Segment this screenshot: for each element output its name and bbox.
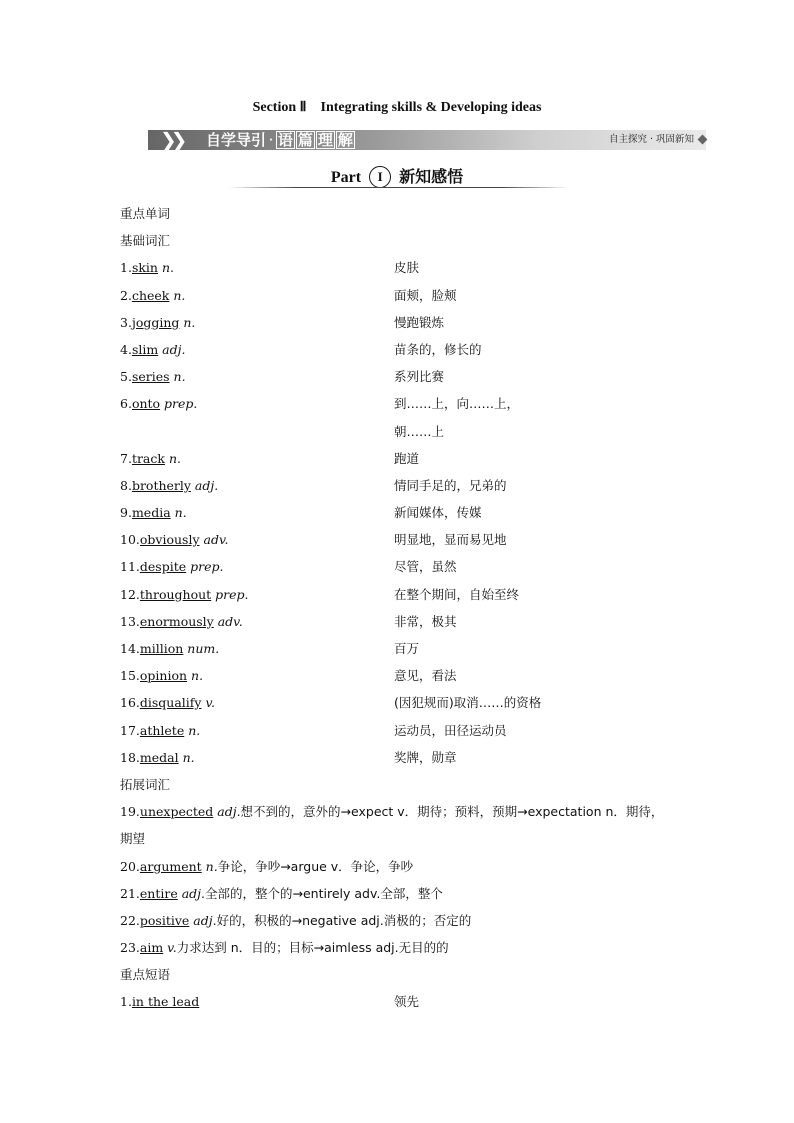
phrase-entry: [120, 988, 199, 1015]
phrase-meaning: 领先: [394, 994, 420, 1010]
vocab-meaning: 百万: [394, 641, 420, 656]
vocab-row: [120, 336, 680, 363]
vocab-number: 14.: [120, 641, 140, 656]
vocab-meaning: 苗条的，修长的: [394, 341, 482, 357]
part-of-speech: n.: [201, 858, 218, 874]
vocab-number: 2.: [120, 287, 132, 303]
extended-text: 好的，积极的→negative adj.消极的；否定的: [216, 912, 472, 928]
vocab-entry: [120, 390, 197, 417]
banner-boxed-char: 篇: [297, 131, 313, 149]
vocab-number: 19.: [120, 804, 140, 820]
vocab-row: [120, 744, 680, 771]
part-of-speech: adj.: [189, 912, 217, 928]
vocab-meaning: 非常，极其: [394, 613, 457, 629]
part-label: Part: [330, 169, 362, 186]
vocab-row: [120, 418, 680, 445]
phrase-list: [120, 988, 680, 1015]
extended-vocab-list: [120, 798, 680, 961]
vocab-word: throughout: [139, 586, 212, 602]
vocab-number: 4.: [120, 341, 132, 357]
vocab-number: 11.: [120, 559, 140, 575]
vocab-word: aim: [139, 940, 164, 956]
extended-entry: [120, 934, 449, 961]
vocab-number: 21.: [120, 885, 140, 901]
vocab-meaning: 面颊，脸颊: [394, 287, 457, 303]
part-of-speech: v.: [201, 695, 216, 711]
vocab-meaning: 跑道: [394, 450, 420, 466]
vocab-row: [120, 635, 680, 662]
vocab-number: 17.: [120, 722, 140, 738]
vocab-word: unexpected: [139, 804, 214, 820]
extended-text: 想不到的，意外的→expect v．期待；预料，预期→expectation n．期待，: [240, 804, 664, 820]
vocab-row: [120, 282, 680, 309]
vocab-row: [120, 363, 680, 390]
vocab-row: [120, 608, 680, 635]
vocab-entry: [120, 526, 229, 553]
vocab-entry: [120, 717, 200, 744]
part-of-speech: num.: [183, 641, 220, 656]
vocab-word: series: [131, 369, 170, 385]
part-of-speech: n.: [164, 450, 181, 466]
vocab-entry: [120, 472, 218, 499]
banner-boxed-char: 解: [337, 131, 353, 149]
vocab-number: 5.: [120, 369, 132, 385]
vocab-word: athlete: [139, 722, 185, 738]
vocab-row: [120, 499, 680, 526]
vocab-word: slim: [131, 341, 159, 357]
vocab-word: jogging: [131, 314, 180, 330]
vocab-word: entire: [139, 885, 178, 901]
vocab-entry: [120, 282, 185, 309]
vocab-meaning: 新闻媒体，传媒: [394, 505, 482, 521]
vocab-row: [120, 717, 680, 744]
extended-text-continued: 期望: [120, 831, 146, 847]
vocab-meaning: 运动员，田径运动员: [394, 722, 507, 738]
vocab-meaning: 情同手足的，兄弟的: [394, 477, 507, 493]
vocab-entry: [120, 581, 249, 608]
subsection-heading: 拓展词汇: [120, 776, 171, 792]
extended-vocab-row: [120, 934, 680, 961]
part-title: 新知感悟: [399, 167, 464, 186]
part-numeral: I: [369, 166, 391, 188]
vocab-number: 10.: [120, 532, 140, 548]
vocab-entry: [120, 553, 223, 580]
vocab-word: brotherly: [131, 477, 191, 493]
part-of-speech: prep.: [186, 559, 224, 575]
vocab-number: 12.: [120, 586, 140, 602]
vocabulary-content: [120, 200, 680, 1016]
vocab-number: 15.: [120, 668, 140, 684]
vocab-row: [120, 689, 680, 716]
vocab-number: 22.: [120, 912, 140, 928]
vocab-row: [120, 526, 680, 553]
vocab-word: medal: [139, 749, 179, 765]
extended-entry: [120, 907, 471, 934]
section-banner: [148, 127, 706, 153]
vocab-word: skin: [131, 260, 158, 276]
extended-vocab-row-continued: [120, 825, 680, 852]
vocab-row: [120, 445, 680, 472]
part-of-speech: adj.: [213, 804, 241, 820]
basic-vocab-list: [120, 254, 680, 771]
vocab-entry: [120, 309, 195, 336]
vocab-number: 16.: [120, 695, 140, 711]
banner-boxed-char: 语: [277, 131, 293, 149]
vocab-entry: [120, 445, 181, 472]
extended-entry: [120, 880, 443, 907]
section-heading: 重点单词: [120, 206, 171, 221]
vocab-number: 7.: [120, 450, 132, 466]
vocab-word: million: [139, 641, 184, 656]
vocab-meaning: 在整个期间，自始至终: [394, 586, 520, 602]
part-of-speech: n.: [157, 260, 174, 276]
vocab-number: 8.: [120, 477, 132, 493]
vocab-row: [120, 309, 680, 336]
part-of-speech: adj.: [158, 341, 186, 357]
vocab-meaning: 朝……上: [394, 423, 445, 439]
vocab-entry: [120, 744, 195, 771]
phrase-text: in the lead: [131, 994, 200, 1010]
banner-left-text: 自学导引: [206, 131, 267, 149]
vocab-row: [120, 662, 680, 689]
extended-entry: [120, 798, 663, 825]
part-of-speech: n.: [169, 369, 186, 385]
vocab-word: opinion: [139, 668, 188, 684]
vocab-word: argument: [139, 858, 202, 874]
extended-text: 力求达到 n．目的；目标→aimless adj.无目的的: [176, 940, 449, 956]
part-of-speech: v.: [163, 940, 177, 956]
part-of-speech: prep.: [211, 586, 249, 602]
part-of-speech: adj.: [177, 885, 206, 901]
vocab-meaning: 意见，看法: [394, 668, 457, 684]
phrase-number: 1.: [120, 994, 132, 1010]
vocab-entry: [120, 635, 219, 662]
extended-text: 争论，争吵→argue v．争论，争吵: [217, 858, 414, 874]
extended-text: 全部的，整个的→entirely adv.全部，整个: [205, 885, 443, 901]
part-of-speech: adj.: [190, 477, 219, 493]
vocab-meaning: (因犯规而)取消……的资格: [394, 695, 542, 711]
part-of-speech: adv.: [199, 532, 229, 548]
part-underline: [228, 187, 570, 188]
vocab-row: [120, 581, 680, 608]
banner-title: [206, 129, 356, 151]
vocab-word: obviously: [139, 532, 200, 548]
vocab-number: 9.: [120, 505, 132, 521]
vocab-entry: [120, 499, 187, 526]
vocab-meaning: 明显地，显而易见地: [394, 532, 507, 548]
double-chevron-icon: ❯❯: [160, 128, 182, 152]
vocab-entry: [120, 336, 185, 363]
part-of-speech: n.: [170, 505, 187, 521]
vocab-word: onto: [131, 396, 161, 412]
section-heading: 重点短语: [120, 967, 171, 983]
vocab-entry: [120, 254, 174, 281]
vocab-number: 20.: [120, 858, 140, 874]
subsection-heading: 基础词汇: [120, 233, 171, 249]
vocab-number: 23.: [120, 940, 140, 956]
vocab-word: track: [131, 450, 165, 466]
part-of-speech: n.: [178, 749, 195, 765]
extended-vocab-row: [120, 853, 680, 880]
vocab-entry: [120, 662, 203, 689]
vocab-number: 1.: [120, 260, 132, 276]
banner-boxed-char: 理: [317, 131, 333, 149]
vocab-row: [120, 390, 680, 417]
banner-right-text: 自主探究 · 巩固新知: [608, 134, 694, 145]
part-heading: [0, 164, 794, 188]
vocab-entry: [120, 363, 186, 390]
part-of-speech: n.: [187, 668, 204, 684]
part-of-speech: adv.: [213, 613, 243, 629]
vocab-word: disqualify: [139, 695, 202, 711]
vocab-word: cheek: [131, 287, 170, 303]
vocab-meaning: 皮肤: [394, 260, 420, 276]
extended-entry: [120, 853, 413, 880]
vocab-meaning: 尽管，虽然: [394, 559, 457, 575]
extended-vocab-row: [120, 880, 680, 907]
page-title: Section Ⅱ Integrating skills & Developing ideas: [252, 100, 542, 115]
extended-vocab-row: [120, 907, 680, 934]
vocab-word: positive: [139, 912, 190, 928]
vocab-meaning: 慢跑锻炼: [394, 314, 445, 330]
part-of-speech: n.: [184, 722, 201, 738]
vocab-word: despite: [139, 559, 187, 575]
vocab-word: media: [131, 505, 171, 521]
vocab-number: 3.: [120, 314, 132, 330]
part-of-speech: n.: [169, 287, 186, 303]
banner-dot: ·: [269, 134, 273, 146]
vocab-row: [120, 553, 680, 580]
vocab-number: 13.: [120, 613, 140, 629]
vocab-row: [120, 254, 680, 281]
part-of-speech: prep.: [160, 396, 198, 412]
vocab-entry: [120, 608, 243, 635]
vocab-row: [120, 472, 680, 499]
vocab-meaning: 奖牌，勋章: [394, 749, 457, 765]
vocab-number: 18.: [120, 749, 140, 765]
phrase-row: [120, 988, 680, 1015]
vocab-entry: [120, 689, 215, 716]
vocab-word: enormously: [139, 613, 214, 629]
vocab-meaning: 到……上，向……上，: [394, 396, 520, 412]
vocab-meaning: 系列比赛: [394, 369, 445, 385]
part-of-speech: n.: [179, 314, 196, 330]
extended-vocab-row: [120, 798, 680, 825]
vocab-number: 6.: [120, 396, 132, 412]
